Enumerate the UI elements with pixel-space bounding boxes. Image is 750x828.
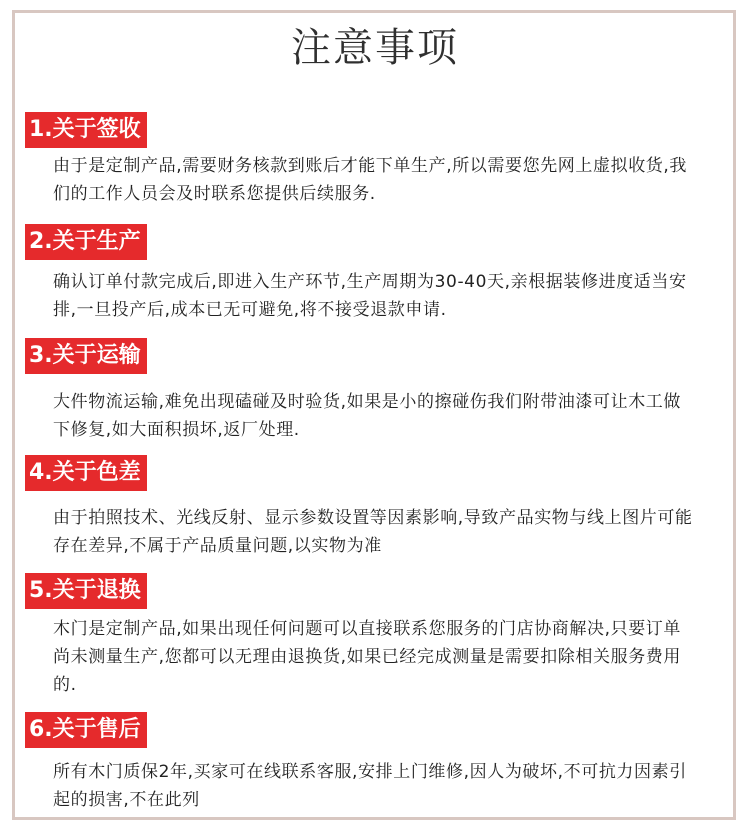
page-title: 注意事项 — [291, 25, 459, 71]
section-heading: 4.关于色差 — [25, 455, 147, 491]
section-body: 由于是定制产品,需要财务核款到账后才能下单生产,所以需要您先网上虚拟收货,我们的工作人员会及时联系您提供后续服务. — [53, 156, 688, 204]
section-heading: 6.关于售后 — [25, 712, 147, 748]
section-heading: 1.关于签收 — [25, 112, 147, 148]
section-body: 木门是定制产品,如果出现任何问题可以直接联系您服务的门店协商解决,只要订单尚未测量生产,您都可以无理由退换货,如果已经完成测量是需要扣除相关服务费用的. — [53, 619, 682, 695]
section-body: 大件物流运输,难免出现磕碰及时验货,如果是小的擦碰伤我们附带油漆可让木工做下修复,如大面积损坏,返厂处理. — [53, 392, 682, 440]
section-body: 所有木门质保2年,买家可在线联系客服,安排上门维修,因人为破坏,不可抗力因素引起的损害,不在此列 — [53, 762, 687, 810]
section-heading: 5.关于退换 — [25, 573, 147, 609]
section-heading: 2.关于生产 — [25, 224, 147, 260]
section-heading: 3.关于运输 — [25, 338, 147, 374]
section-body: 由于拍照技术、光线反射、显示参数设置等因素影响,导致产品实物与线上图片可能存在差异,不属于产品质量问题,以实物为准 — [53, 508, 693, 556]
section-body: 确认订单付款完成后,即进入生产环节,生产周期为30-40天,亲根据装修进度适当安排,一旦投产后,成本已无可避免,将不接受退款申请. — [53, 272, 687, 320]
